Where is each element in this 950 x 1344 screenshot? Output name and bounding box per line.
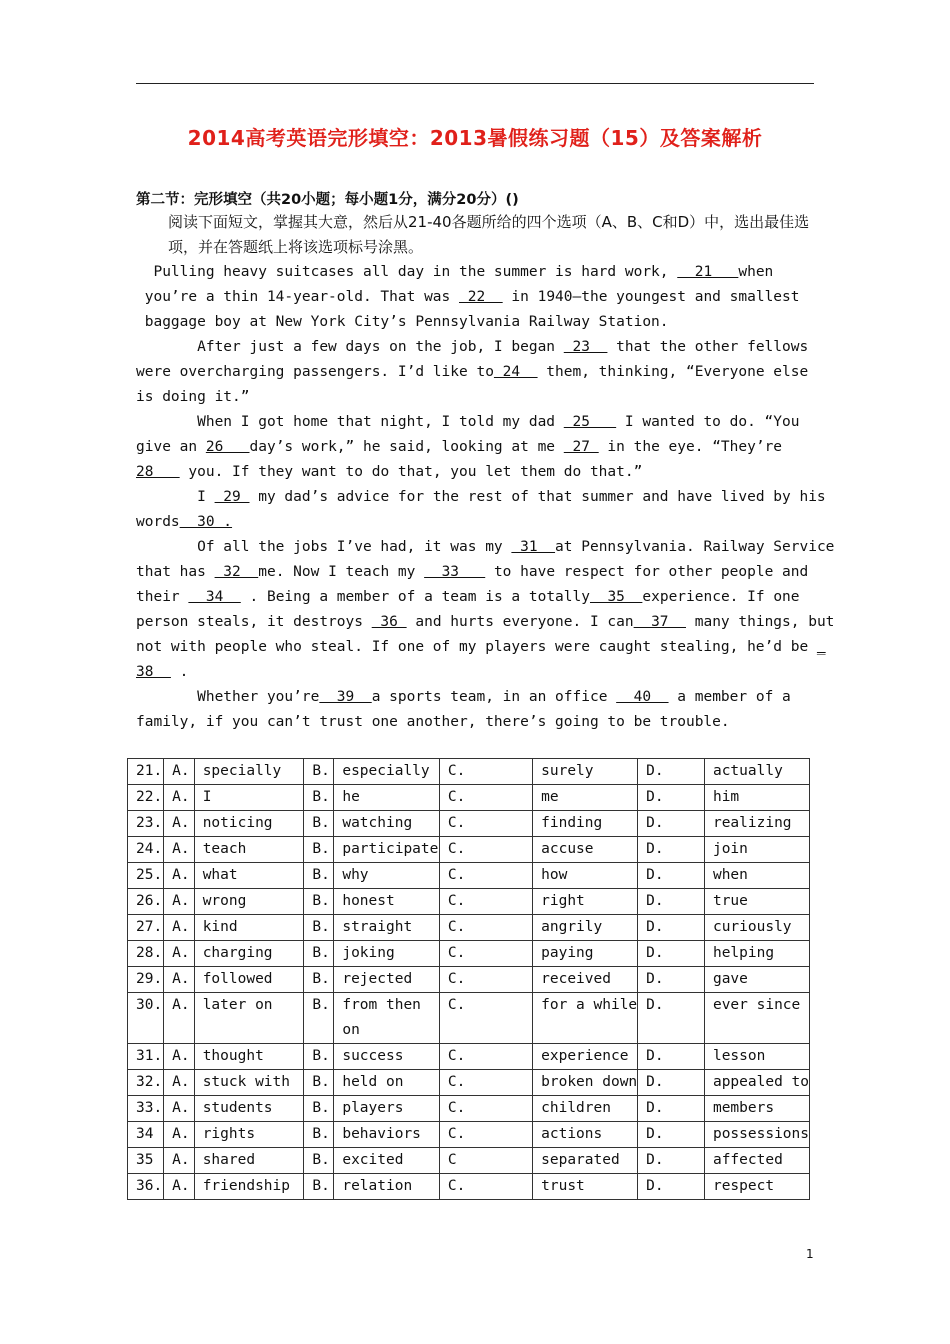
option-letter: A. [164,993,195,1044]
passage-text: many things, but [686,614,835,630]
option-text: teach [194,837,304,863]
option-row [128,941,810,967]
passage-line [136,435,816,460]
option-text: broken down [533,1070,638,1096]
option-letter: A. [164,915,195,941]
passage-text: a member of a [668,689,791,705]
passage-text: day’s work,” he said, looking at me [249,439,564,455]
option-text: specially [194,759,304,785]
option-text: true [704,889,809,915]
document-title: 2014高考英语完形填空：2013暑假练习题（15）及答案解析 [187,126,763,150]
option-letter: B. [304,993,334,1044]
blank: 22 [459,289,503,305]
option-letter: D. [638,1044,705,1070]
question-number: 27. [128,915,164,941]
option-text: actually [704,759,809,785]
passage-text: and hurts everyone. I can [406,614,634,630]
option-text: actions [533,1122,638,1148]
option-text: honest [334,889,440,915]
option-text: followed [194,967,304,993]
option-text: later on [194,993,304,1044]
option-text: especially [334,759,440,785]
option-row [128,811,810,837]
blank: 30 . [179,514,233,530]
option-letter: C. [439,811,532,837]
question-number: 33. [128,1096,164,1122]
option-letter: A. [164,863,195,889]
option-letter: A. [164,1122,195,1148]
option-letter: D. [638,1122,705,1148]
passage-text: at Pennsylvania. Railway Service [555,539,835,555]
blank: 36 [371,614,407,630]
passage-text: . [170,664,189,680]
blank: 40 [616,689,669,705]
option-text: appealed to [704,1070,809,1096]
passage-text: them, thinking, “Everyone else [537,364,809,380]
passage-line [136,560,816,585]
option-text: held on [334,1070,440,1096]
question-number: 30. [128,993,164,1044]
blank: 28 [136,464,180,480]
header-rule [136,83,814,84]
option-text: children [533,1096,638,1122]
passage-text: a sports team, in an office [371,689,617,705]
passage-line [136,285,816,310]
option-letter: D. [638,837,705,863]
option-text: respect [704,1174,809,1200]
option-text: join [704,837,809,863]
blank: 25 [563,414,617,430]
option-letter: C. [439,1174,532,1200]
option-text: stuck with [194,1070,304,1096]
option-text: possessions [704,1122,809,1148]
option-text: affected [704,1148,809,1174]
option-letter: B. [304,915,334,941]
blank: 24 [493,364,538,380]
question-number: 32. [128,1070,164,1096]
option-row [128,889,810,915]
option-text: received [533,967,638,993]
option-text: straight [334,915,440,941]
cloze-passage [136,260,835,735]
option-row [128,785,810,811]
question-number: 22. [128,785,164,811]
passage-text: Of all the jobs I’ve had, it was my [136,539,512,555]
option-letter: D. [638,1174,705,1200]
option-letter: B. [304,1122,334,1148]
option-row [128,1096,810,1122]
blank: 35 [589,589,643,605]
option-letter: A. [164,1174,195,1200]
passage-text: Whether you’re [136,689,320,705]
option-text: him [704,785,809,811]
option-text: watching [334,811,440,837]
option-letter: C. [439,1070,532,1096]
option-row [128,1148,810,1174]
page-number: 1 [806,1247,814,1261]
option-letter: C. [439,837,532,863]
blank: _ [816,639,826,655]
option-letter: C [439,1148,532,1174]
blank: 38 [136,664,171,680]
option-letter: A. [164,1148,195,1174]
option-letter: A. [164,811,195,837]
option-letter: B. [304,837,334,863]
option-text: helping [704,941,809,967]
passage-line [136,710,816,735]
passage-text: their [136,589,189,605]
option-text: wrong [194,889,304,915]
option-text: he [334,785,440,811]
option-row [128,837,810,863]
blank: 39 [319,689,372,705]
passage-text: When I got home that night, I told my dad [136,414,564,430]
option-text: curiously [704,915,809,941]
option-row [128,1070,810,1096]
passage-text: in the eye. “They’re [598,439,783,455]
passage-text: experience. If one [642,589,800,605]
option-text: finding [533,811,638,837]
option-letter: A. [164,1070,195,1096]
passage-line [136,660,816,685]
option-letter: B. [304,889,334,915]
question-number: 36. [128,1174,164,1200]
option-letter: C. [439,915,532,941]
option-letter: A. [164,941,195,967]
blank: 33 [424,564,486,580]
option-letter: C. [439,889,532,915]
option-letter: B. [304,863,334,889]
passage-line [136,485,826,510]
passage-line [136,635,826,660]
option-letter: C. [439,1122,532,1148]
option-letter: C. [439,993,532,1044]
passage-text: when [738,264,774,280]
option-letter: A. [164,1044,195,1070]
instructions: 阅读下面短文，掌握其大意，然后从21-40各题所给的四个选项（A、B、C和D）中，选出最佳选项，并在答题纸上将该选项标号涂黑。 [168,213,810,256]
question-number: 35 [128,1148,164,1174]
option-text: gave [704,967,809,993]
option-letter: D. [638,941,705,967]
passage-text: me. Now I teach my [258,564,425,580]
blank: 34 [188,589,241,605]
blank: 31 [511,539,556,555]
passage-text: give an [136,439,206,455]
passage-text: person steals, it destroys [136,614,372,630]
question-number: 31. [128,1044,164,1070]
option-letter: B. [304,1096,334,1122]
passage-line [136,510,816,535]
option-text: players [334,1096,440,1122]
question-number: 29. [128,967,164,993]
option-text: charging [194,941,304,967]
blank: 21 [677,264,739,280]
option-letter: D. [638,1070,705,1096]
option-letter: B. [304,1044,334,1070]
passage-text: were overcharging passengers. I’d like to [136,364,494,380]
option-text: from then on [334,993,440,1044]
option-letter: D. [638,785,705,811]
option-text: excited [334,1148,440,1174]
question-number: 34 [128,1122,164,1148]
passage-text: that has [136,564,215,580]
passage-text: Pulling heavy suitcases all day in the summer is hard work, [136,264,678,280]
option-text: students [194,1096,304,1122]
passage-line [136,335,816,360]
option-letter: B. [304,941,334,967]
passage-text: in 1940—the youngest and smallest [502,289,800,305]
passage-line [136,535,835,560]
option-text: members [704,1096,809,1122]
option-text: when [704,863,809,889]
option-text: accuse [533,837,638,863]
option-row [128,915,810,941]
option-text: shared [194,1148,304,1174]
option-text: lesson [704,1044,809,1070]
blank: 37 [633,614,686,630]
option-text: relation [334,1174,440,1200]
option-letter: A. [164,1096,195,1122]
option-letter: C. [439,1044,532,1070]
question-number: 28. [128,941,164,967]
passage-text: After just a few days on the job, I began [136,339,564,355]
option-letter: D. [638,1096,705,1122]
option-letter: D. [638,1148,705,1174]
passage-text: family, if you can’t trust one another, there’s going to be trouble. [136,714,730,730]
option-text: for a while [533,993,638,1044]
option-text: joking [334,941,440,967]
option-row [128,1122,810,1148]
blank: 26 [205,439,250,455]
passage-line [136,410,816,435]
option-text: ever since [704,993,809,1044]
option-text: separated [533,1148,638,1174]
passage-line [136,360,816,385]
question-number: 25. [128,863,164,889]
passage-line [136,460,816,485]
question-number: 26. [128,889,164,915]
blank: 29 [214,489,250,505]
passage-text: that the other fellows [607,339,809,355]
option-text: I [194,785,304,811]
option-row [128,967,810,993]
option-letter: D. [638,967,705,993]
option-letter: C. [439,941,532,967]
blank: 27 [563,439,599,455]
passage-line [136,310,816,335]
options-table [127,758,810,1200]
option-letter: D. [638,915,705,941]
passage-line [136,385,816,410]
option-text: noticing [194,811,304,837]
option-letter: A. [164,759,195,785]
option-row [128,863,810,889]
option-letter: D. [638,811,705,837]
option-letter: C. [439,967,532,993]
option-row [128,993,810,1044]
blank: 23 [563,339,608,355]
option-text: kind [194,915,304,941]
option-text: why [334,863,440,889]
option-letter: C. [439,759,532,785]
passage-text: . Being a member of a team is a totally [240,589,590,605]
option-letter: C. [439,1096,532,1122]
option-letter: A. [164,837,195,863]
passage-line [136,685,816,710]
passage-text: baggage boy at New York City’s Pennsylvania Railway Station. [136,314,669,330]
option-letter: D. [638,863,705,889]
question-number: 23. [128,811,164,837]
passage-line [136,585,816,610]
option-letter: B. [304,967,334,993]
option-letter: A. [164,889,195,915]
option-text: participate [334,837,440,863]
section-heading: 第二节：完形填空（共20小题；每小题1分，满分20分）() [136,192,519,208]
option-text: realizing [704,811,809,837]
question-number: 24. [128,837,164,863]
option-text: surely [533,759,638,785]
option-letter: B. [304,1174,334,1200]
passage-line [136,610,835,635]
option-letter: B. [304,811,334,837]
option-letter: C. [439,863,532,889]
passage-text: to have respect for other people and [485,564,809,580]
passage-text: I wanted to do. “You [616,414,800,430]
blank: 32 [214,564,259,580]
passage-text: is doing it.” [136,389,250,405]
option-letter: D. [638,993,705,1044]
option-row [128,759,810,785]
option-row [128,1044,810,1070]
question-number: 21. [128,759,164,785]
option-text: right [533,889,638,915]
passage-text: I [136,489,215,505]
option-text: friendship [194,1174,304,1200]
passage-line [136,260,816,285]
option-letter: B. [304,785,334,811]
option-text: experience [533,1044,638,1070]
option-letter: D. [638,759,705,785]
passage-text: my dad’s advice for the rest of that summer and have lived by his [249,489,826,505]
option-text: what [194,863,304,889]
option-letter: B. [304,1070,334,1096]
option-letter: A. [164,785,195,811]
option-text: behaviors [334,1122,440,1148]
passage-text: words [136,514,180,530]
option-text: rejected [334,967,440,993]
option-text: me [533,785,638,811]
option-letter: D. [638,889,705,915]
passage-text: you’re a thin 14-year-old. That was [136,289,460,305]
option-letter: B. [304,759,334,785]
option-text: success [334,1044,440,1070]
option-letter: C. [439,785,532,811]
option-text: how [533,863,638,889]
option-text: angrily [533,915,638,941]
option-text: rights [194,1122,304,1148]
passage-text: not with people who steal. If one of my players were caught stealing, he’d be [136,639,817,655]
option-letter: A. [164,967,195,993]
option-letter: B. [304,1148,334,1174]
option-row [128,1174,810,1200]
option-text: thought [194,1044,304,1070]
option-text: trust [533,1174,638,1200]
option-text: paying [533,941,638,967]
passage-text: you. If they want to do that, you let them do that.” [179,464,643,480]
